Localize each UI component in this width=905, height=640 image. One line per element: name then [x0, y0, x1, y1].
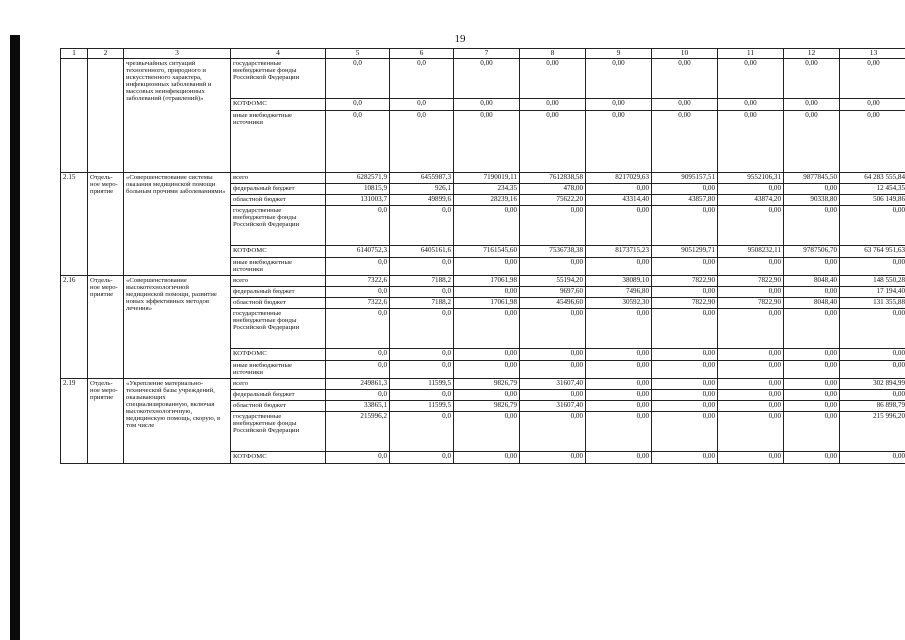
value-cell: 0,00	[520, 349, 586, 361]
value-cell: 0,00	[784, 361, 840, 379]
value-cell: 17 194,40	[840, 287, 905, 298]
value-cell: 7496,80	[586, 287, 652, 298]
value-cell: 0,0	[390, 111, 454, 173]
value-cell: 0,00	[718, 309, 784, 349]
value-cell: 0,00	[652, 111, 718, 173]
value-cell: 43874,20	[718, 195, 784, 206]
value-cell: 0,00	[840, 258, 905, 276]
value-cell: 0,00	[586, 258, 652, 276]
value-cell: 31607,40	[520, 379, 586, 390]
value-cell: 0,00	[586, 309, 652, 349]
value-cell: 0,00	[586, 412, 652, 452]
value-cell: 86 898,79	[840, 401, 905, 412]
value-cell: 0,0	[326, 309, 390, 349]
value-cell: 38089,10	[586, 276, 652, 287]
funding-source: государственные внебюджетные фонды Российской Федерации	[231, 412, 326, 452]
value-cell: 11599,5	[390, 401, 454, 412]
row-id-cell: 2.16	[61, 276, 88, 379]
value-cell: 0,00	[718, 361, 784, 379]
value-cell: 9552106,31	[718, 173, 784, 184]
value-cell: 0,00	[586, 349, 652, 361]
value-cell: 0,00	[784, 111, 840, 173]
value-cell: 7536738,38	[520, 246, 586, 258]
value-cell: 131003,7	[326, 195, 390, 206]
value-cell: 9787506,70	[784, 246, 840, 258]
value-cell: 0,00	[840, 99, 905, 111]
value-cell: 0,00	[454, 309, 520, 349]
value-cell: 0,0	[326, 258, 390, 276]
value-cell: 12 454,35	[840, 184, 905, 195]
value-cell: 7822,90	[652, 276, 718, 287]
value-cell: 0,00	[718, 390, 784, 401]
value-cell: 0,0	[326, 287, 390, 298]
value-cell: 7190019,11	[454, 173, 520, 184]
column-header: 9	[586, 49, 652, 59]
funding-source: федеральный бюджет	[231, 184, 326, 195]
row-id-cell: 2.15	[61, 173, 88, 276]
value-cell: 17061,98	[454, 298, 520, 309]
value-cell: 0,00	[520, 99, 586, 111]
value-cell: 31607,40	[520, 401, 586, 412]
column-header: 11	[718, 49, 784, 59]
value-cell: 0,00	[586, 59, 652, 99]
value-cell: 0,00	[718, 379, 784, 390]
value-cell: 30592,30	[586, 298, 652, 309]
funding-source: государственные внебюджетные фонды Российской Федерации	[231, 59, 326, 99]
funding-source: КОТФОМС	[231, 452, 326, 464]
value-cell: 0,00	[718, 184, 784, 195]
value-cell: 9697,60	[520, 287, 586, 298]
value-cell: 0,00	[652, 452, 718, 464]
value-cell: 0,0	[390, 258, 454, 276]
value-cell: 9877845,50	[784, 173, 840, 184]
value-cell: 0,00	[454, 452, 520, 464]
value-cell: 0,00	[784, 379, 840, 390]
value-cell: 0,00	[586, 361, 652, 379]
column-header: 2	[88, 49, 124, 59]
value-cell: 0,00	[454, 99, 520, 111]
value-cell: 0,0	[326, 59, 390, 99]
row-type-cell: Отдель-ное меро-приятие	[88, 276, 124, 379]
value-cell: 0,00	[718, 99, 784, 111]
value-cell: 0,00	[784, 390, 840, 401]
value-cell: 0,00	[652, 309, 718, 349]
value-cell: 8048,40	[784, 276, 840, 287]
value-cell: 148 550,28	[840, 276, 905, 287]
funding-source: иные внебюджетные источники	[231, 258, 326, 276]
value-cell: 0,00	[652, 258, 718, 276]
value-cell: 0,00	[784, 206, 840, 246]
value-cell: 0,00	[840, 390, 905, 401]
value-cell: 0,00	[840, 361, 905, 379]
value-cell: 0,00	[586, 401, 652, 412]
value-cell: 0,0	[326, 361, 390, 379]
row-type-cell	[88, 59, 124, 173]
value-cell: 0,0	[390, 287, 454, 298]
value-cell: 9826,79	[454, 379, 520, 390]
value-cell: 9826,79	[454, 401, 520, 412]
funding-source: всего	[231, 276, 326, 287]
value-cell: 0,0	[326, 206, 390, 246]
row-description: «Совершенствование системы оказания медицинской помощи больным прочими заболеваниями»	[124, 173, 231, 276]
value-cell: 926,1	[390, 184, 454, 195]
value-cell: 0,00	[784, 258, 840, 276]
column-header: 13	[840, 49, 905, 59]
value-cell: 8217029,63	[586, 173, 652, 184]
value-cell: 43314,40	[586, 195, 652, 206]
value-cell: 0,00	[520, 258, 586, 276]
value-cell: 0,00	[454, 206, 520, 246]
row-type-cell: Отдель-ное меро-приятие	[88, 173, 124, 276]
value-cell: 0,00	[520, 361, 586, 379]
value-cell: 0,00	[840, 59, 905, 99]
funding-source: областной бюджет	[231, 195, 326, 206]
value-cell: 0,00	[454, 111, 520, 173]
value-cell: 0,00	[454, 349, 520, 361]
value-cell: 9051299,71	[652, 246, 718, 258]
value-cell: 0,00	[454, 287, 520, 298]
table-body	[61, 59, 905, 464]
value-cell: 0,00	[520, 309, 586, 349]
value-cell: 0,00	[520, 412, 586, 452]
column-header-row	[61, 49, 905, 59]
value-cell: 0,00	[718, 206, 784, 246]
value-cell: 0,00	[454, 258, 520, 276]
value-cell: 6405161,6	[390, 246, 454, 258]
value-cell: 0,00	[784, 99, 840, 111]
value-cell: 17061,98	[454, 276, 520, 287]
column-header: 12	[784, 49, 840, 59]
value-cell: 249861,3	[326, 379, 390, 390]
funding-source: областной бюджет	[231, 401, 326, 412]
value-cell: 0,0	[390, 412, 454, 452]
value-cell: 43857,80	[652, 195, 718, 206]
value-cell: 0,00	[520, 59, 586, 99]
value-cell: 506 149,86	[840, 195, 905, 206]
value-cell: 7188,2	[390, 276, 454, 287]
value-cell: 55194,20	[520, 276, 586, 287]
table-row	[61, 59, 905, 99]
value-cell: 0,00	[718, 111, 784, 173]
value-cell: 7822,90	[652, 298, 718, 309]
value-cell: 0,00	[652, 206, 718, 246]
value-cell: 0,00	[520, 111, 586, 173]
value-cell: 0,00	[784, 452, 840, 464]
value-cell: 75622,20	[520, 195, 586, 206]
value-cell: 28239,16	[454, 195, 520, 206]
column-header: 1	[61, 49, 88, 59]
column-header: 8	[520, 49, 586, 59]
table-row	[61, 276, 905, 287]
budget-table	[60, 48, 905, 464]
funding-source: КОТФОМС	[231, 349, 326, 361]
value-cell: 0,0	[390, 349, 454, 361]
value-cell: 0,00	[718, 258, 784, 276]
column-header: 3	[124, 49, 231, 59]
value-cell: 0,00	[586, 99, 652, 111]
value-cell: 0,00	[652, 361, 718, 379]
value-cell: 0,00	[840, 349, 905, 361]
value-cell: 9095157,51	[652, 173, 718, 184]
page-number: 19	[454, 33, 466, 45]
value-cell: 0,00	[652, 184, 718, 195]
value-cell: 0,0	[390, 99, 454, 111]
column-header: 6	[390, 49, 454, 59]
value-cell: 0,00	[784, 309, 840, 349]
value-cell: 0,0	[326, 349, 390, 361]
value-cell: 0,00	[784, 349, 840, 361]
value-cell: 7322,6	[326, 298, 390, 309]
row-id-cell: 2.19	[61, 379, 88, 464]
column-header: 10	[652, 49, 718, 59]
value-cell: 49899,6	[390, 195, 454, 206]
value-cell: 0,00	[784, 412, 840, 452]
value-cell: 10815,9	[326, 184, 390, 195]
value-cell: 0,00	[652, 390, 718, 401]
value-cell: 9508232,11	[718, 246, 784, 258]
value-cell: 0,00	[652, 349, 718, 361]
value-cell: 0,00	[454, 390, 520, 401]
value-cell: 215996,2	[326, 412, 390, 452]
value-cell: 0,00	[586, 184, 652, 195]
value-cell: 0,00	[784, 184, 840, 195]
value-cell: 0,00	[718, 412, 784, 452]
value-cell: 7188,2	[390, 298, 454, 309]
value-cell: 0,00	[718, 349, 784, 361]
value-cell: 6140752,3	[326, 246, 390, 258]
column-header: 7	[454, 49, 520, 59]
value-cell: 7161545,60	[454, 246, 520, 258]
value-cell: 0,00	[784, 401, 840, 412]
value-cell: 63 764 951,63	[840, 246, 905, 258]
funding-source: иные внебюджетные источники	[231, 361, 326, 379]
value-cell: 0,00	[840, 206, 905, 246]
value-cell: 0,0	[326, 390, 390, 401]
value-cell: 0,00	[520, 206, 586, 246]
value-cell: 0,00	[840, 309, 905, 349]
value-cell: 478,00	[520, 184, 586, 195]
funding-source: государственные внебюджетные фонды Российской Федерации	[231, 206, 326, 246]
value-cell: 7822,90	[718, 298, 784, 309]
value-cell: 0,00	[718, 401, 784, 412]
value-cell: 0,0	[390, 452, 454, 464]
value-cell: 45496,60	[520, 298, 586, 309]
value-cell: 0,0	[390, 59, 454, 99]
value-cell: 0,00	[718, 287, 784, 298]
value-cell: 33865,1	[326, 401, 390, 412]
value-cell: 0,00	[586, 111, 652, 173]
value-cell: 0,00	[586, 452, 652, 464]
row-id-cell	[61, 59, 88, 173]
value-cell: 8173715,23	[586, 246, 652, 258]
value-cell: 0,00	[454, 361, 520, 379]
value-cell: 6455987,3	[390, 173, 454, 184]
scan-binding-edge	[10, 35, 20, 640]
value-cell: 0,00	[652, 59, 718, 99]
table-row	[61, 173, 905, 184]
value-cell: 0,00	[652, 401, 718, 412]
column-header: 5	[326, 49, 390, 59]
funding-source: КОТФОМС	[231, 99, 326, 111]
value-cell: 0,00	[652, 287, 718, 298]
value-cell: 7612838,58	[520, 173, 586, 184]
value-cell: 0,00	[840, 452, 905, 464]
funding-source: всего	[231, 379, 326, 390]
funding-source: федеральный бюджет	[231, 390, 326, 401]
value-cell: 0,00	[586, 206, 652, 246]
funding-source: всего	[231, 173, 326, 184]
funding-source: областной бюджет	[231, 298, 326, 309]
table-row	[61, 379, 905, 390]
value-cell: 0,0	[390, 390, 454, 401]
value-cell: 0,00	[520, 452, 586, 464]
row-description: «Совершенствование высокотехнологичной медицинской помощи, развитие новых эффективных методов лечения»	[124, 276, 231, 379]
value-cell: 0,0	[390, 309, 454, 349]
value-cell: 0,00	[784, 287, 840, 298]
value-cell: 7322,6	[326, 276, 390, 287]
value-cell: 0,0	[390, 206, 454, 246]
value-cell: 0,00	[652, 379, 718, 390]
row-type-cell: Отдель-ное меро-приятие	[88, 379, 124, 464]
row-description: «Укрепление материально-технической базы учреждений, оказывающих специализированную, включая высокотехнологичную, медицинскую помощь, скорую, в том числе	[124, 379, 231, 464]
value-cell: 8048,40	[784, 298, 840, 309]
value-cell: 0,0	[326, 452, 390, 464]
value-cell: 0,00	[454, 59, 520, 99]
value-cell: 234,35	[454, 184, 520, 195]
funding-source: государственные внебюджетные фонды Российской Федерации	[231, 309, 326, 349]
value-cell: 0,00	[520, 390, 586, 401]
value-cell: 302 894,99	[840, 379, 905, 390]
column-header: 4	[231, 49, 326, 59]
value-cell: 0,0	[390, 361, 454, 379]
value-cell: 0,00	[652, 99, 718, 111]
funding-source: федеральный бюджет	[231, 287, 326, 298]
value-cell: 0,0	[326, 111, 390, 173]
value-cell: 90338,80	[784, 195, 840, 206]
value-cell: 6282571,9	[326, 173, 390, 184]
value-cell: 215 996,20	[840, 412, 905, 452]
value-cell: 131 355,88	[840, 298, 905, 309]
value-cell: 0,00	[586, 379, 652, 390]
value-cell: 0,00	[784, 59, 840, 99]
value-cell: 0,00	[718, 452, 784, 464]
funding-source: КОТФОМС	[231, 246, 326, 258]
value-cell: 0,00	[840, 111, 905, 173]
value-cell: 0,0	[326, 99, 390, 111]
value-cell: 0,00	[652, 412, 718, 452]
value-cell: 0,00	[586, 390, 652, 401]
value-cell: 11599,5	[390, 379, 454, 390]
funding-source: иные внебюджетные источники	[231, 111, 326, 173]
row-description: чрезвычайных ситуаций техногенного, природного и искусственного характера, инфекционных заболеваний и массовых неинфекционных заболеваний (отравлений)»	[124, 59, 231, 173]
value-cell: 7822,90	[718, 276, 784, 287]
value-cell: 64 283 555,84	[840, 173, 905, 184]
value-cell: 0,00	[454, 412, 520, 452]
value-cell: 0,00	[718, 59, 784, 99]
